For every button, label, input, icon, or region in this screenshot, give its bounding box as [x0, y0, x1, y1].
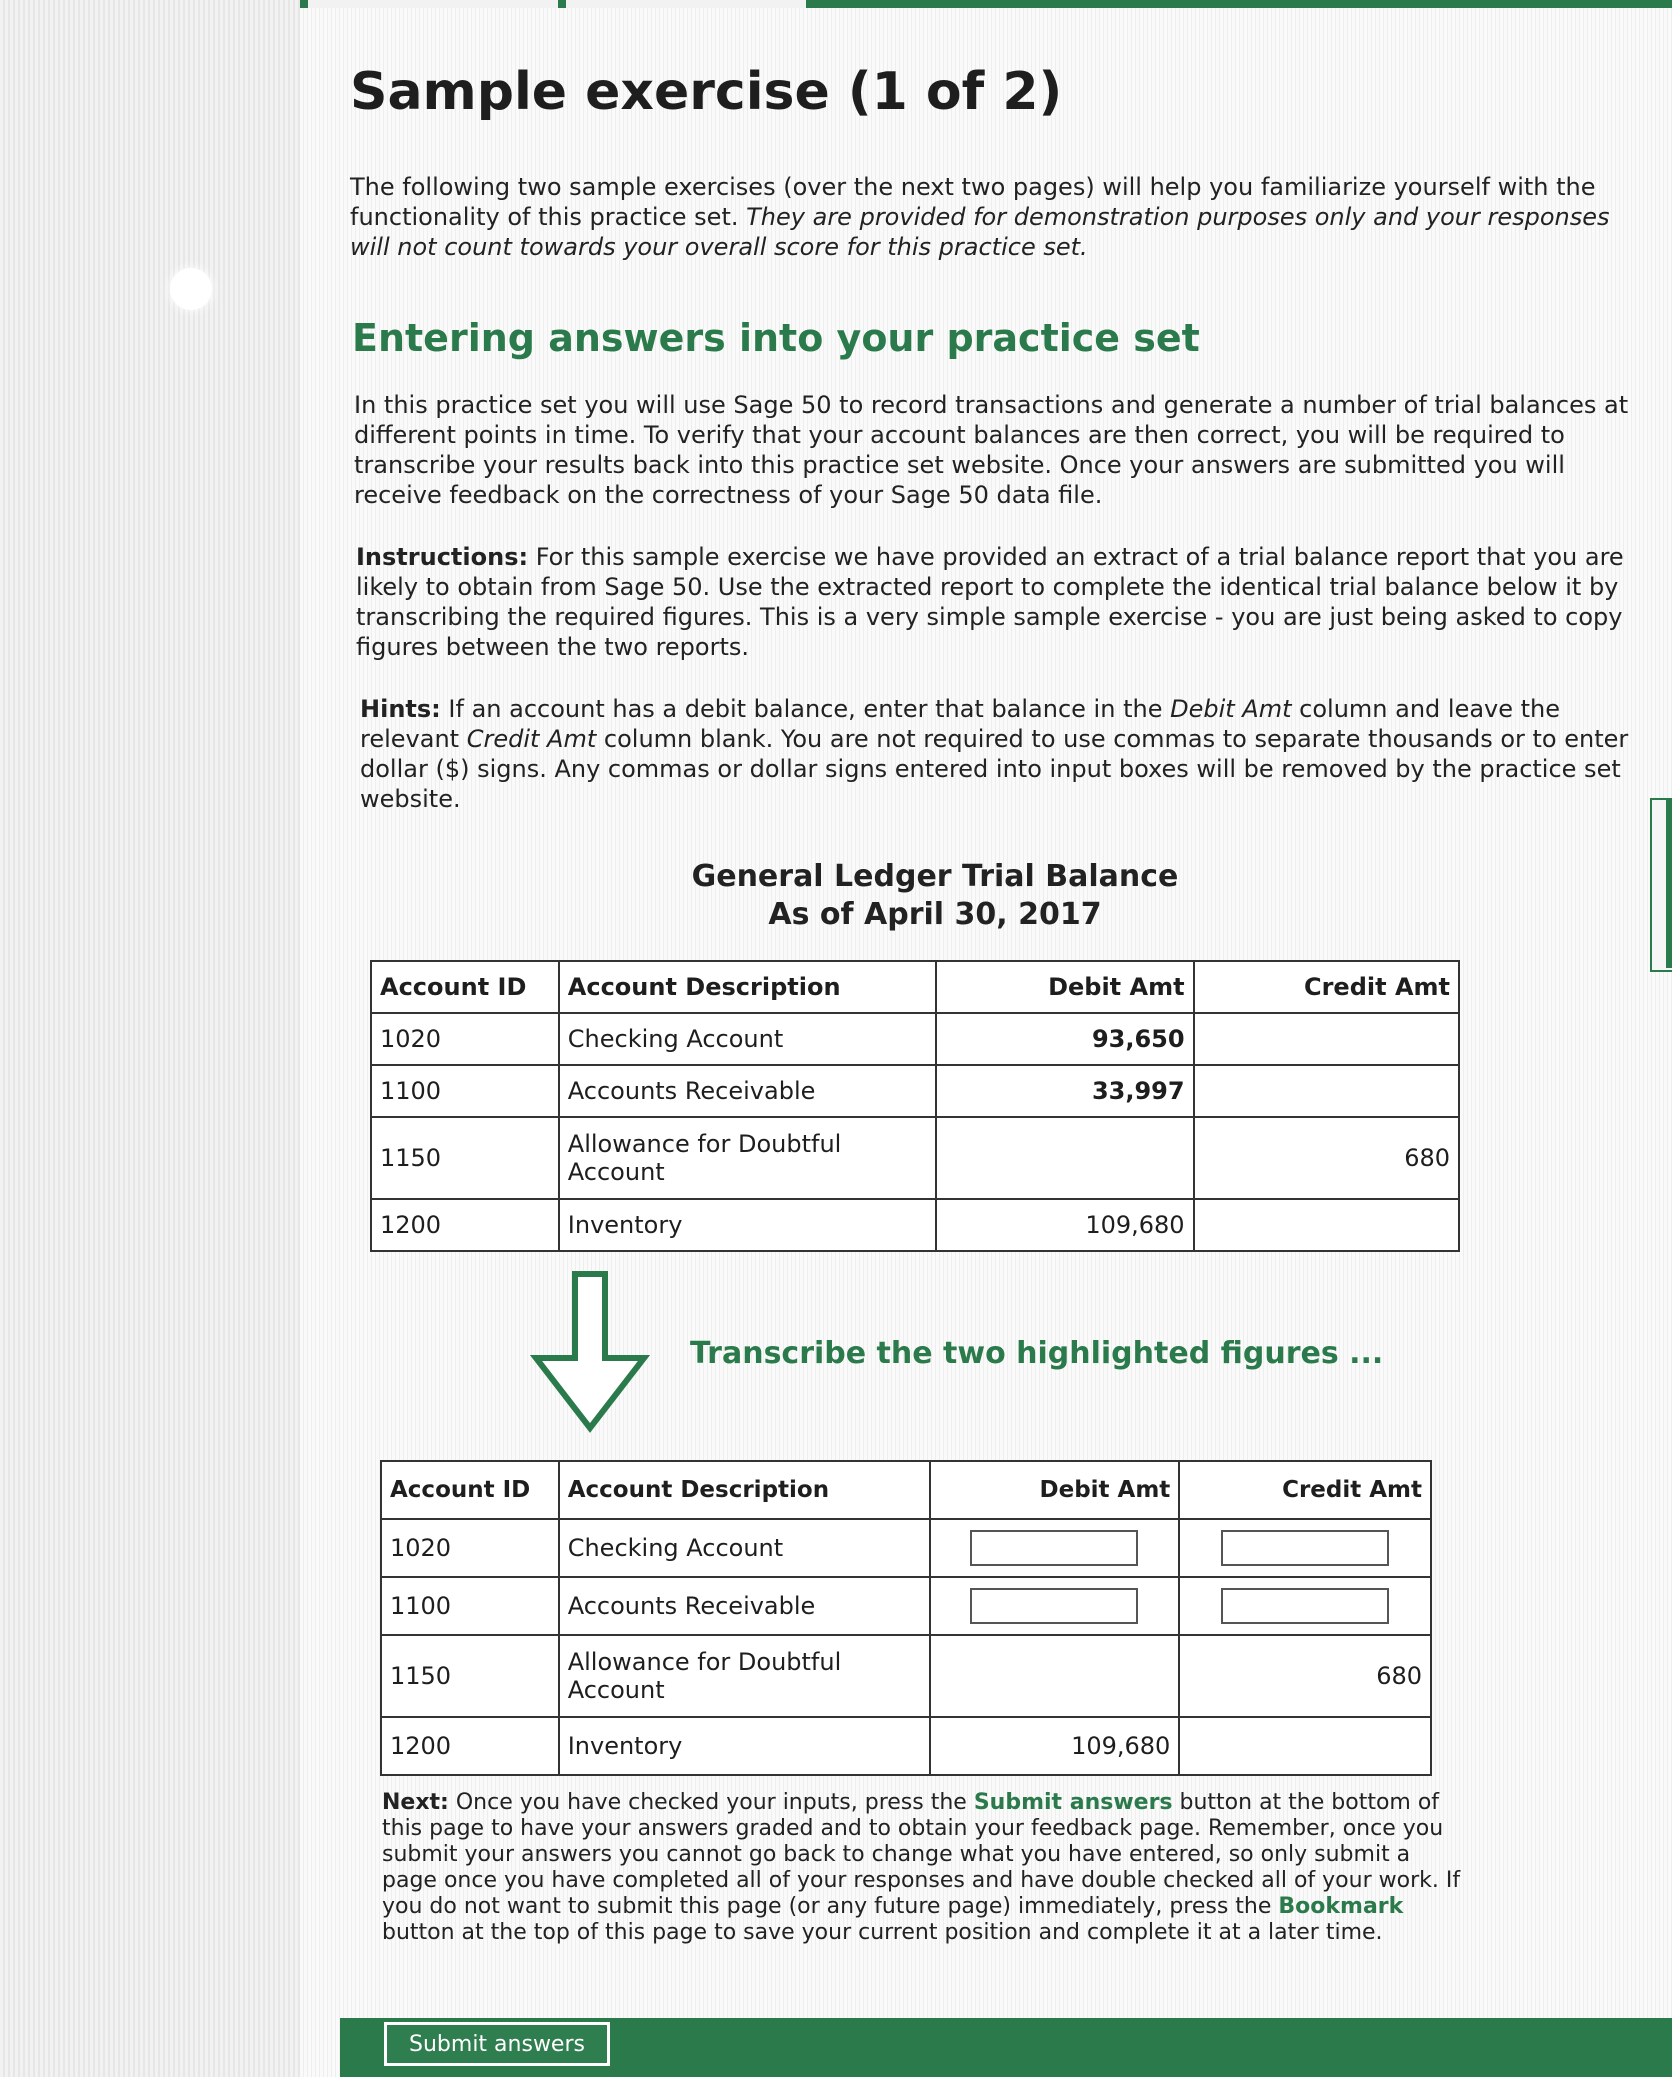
hints-text: If an account has a debit balance, enter that balance in the	[448, 695, 1163, 723]
debit-cell: 109,680	[930, 1717, 1180, 1775]
table-row	[381, 1519, 1431, 1577]
glare-spot	[170, 268, 212, 310]
col-description: Account Description	[559, 961, 936, 1013]
col-debit: Debit Amt	[930, 1461, 1180, 1519]
credit-input-1100[interactable]	[1221, 1588, 1389, 1624]
account-id-cell: 1150	[381, 1635, 559, 1717]
hints-debit-ref: Debit Amt	[1170, 695, 1292, 723]
table-row	[371, 1013, 1459, 1065]
down-arrow-icon	[530, 1270, 650, 1436]
account-id-cell: 1200	[381, 1717, 559, 1775]
description-cell: Checking Account	[559, 1013, 936, 1065]
next-text: button at the top of this page to save your current position and complete it at a later time.	[382, 1920, 1383, 1945]
col-debit: Debit Amt	[936, 961, 1194, 1013]
description-cell: Allowance for Doubtful Account	[559, 1635, 930, 1717]
description-cell: Inventory	[559, 1199, 936, 1251]
account-id-cell: 1020	[381, 1519, 559, 1577]
credit-input-1020[interactable]	[1221, 1530, 1389, 1566]
side-accent-strip	[1666, 798, 1672, 968]
credit-input-cell	[1179, 1519, 1431, 1577]
col-account-id: Account ID	[381, 1461, 559, 1519]
next-paragraph	[382, 1790, 1472, 1946]
debit-cell: 109,680	[936, 1199, 1194, 1251]
intro-paragraph	[350, 172, 1650, 262]
instructions-text: For this sample exercise we have provided an extract of a trial balance report that you are likely to obtain from Sage 50. Use the extracted report to complete the identical trial balance below it by transcribing the required figures. This is a very simple sample exercise - you are just being asked to copy figures between the two reports.	[356, 543, 1624, 661]
account-id-cell: 1200	[371, 1199, 559, 1251]
nav-tab[interactable]	[308, 0, 558, 8]
hints-paragraph	[360, 694, 1630, 814]
next-text: Once you have checked your inputs, press the	[455, 1790, 967, 1815]
table-row	[381, 1717, 1431, 1775]
explanation-paragraph: In this practice set you will use Sage 50 to record transactions and generate a number of trial balances at different points in time. To verify that your account balances are then correct, you will be required to transcribe your results back into this practice set website. Once your answers are submitted you will receive feedback on the correctness of your Sage 50 data file.	[354, 391, 1629, 509]
instructions-label: Instructions:	[356, 543, 529, 571]
next-label: Next:	[382, 1790, 449, 1815]
table-row	[381, 1635, 1431, 1717]
debit-cell: 93,650	[936, 1013, 1194, 1065]
hints-text: column blank. You are not required to use commas to separate thousands or to enter dollar ($) signs. Any commas or dollar signs entered into input boxes will be removed by the practice set website.	[360, 725, 1629, 813]
transcribe-instruction: Transcribe the two highlighted figures ...	[690, 1336, 1384, 1371]
account-id-cell: 1100	[381, 1577, 559, 1635]
intro-text: The following two sample exercises (over the next two pages) will help you familiarize yourself with the functionality of this practice set.	[350, 173, 1596, 231]
debit-cell	[936, 1117, 1194, 1199]
submit-reference: Submit answers	[973, 1790, 1173, 1815]
description-cell: Allowance for Doubtful Account	[559, 1117, 936, 1199]
answer-trial-balance-table	[380, 1460, 1432, 1776]
col-credit: Credit Amt	[1194, 961, 1459, 1013]
submit-answers-button[interactable]: Submit answers	[384, 2022, 610, 2066]
debit-input-cell	[930, 1519, 1180, 1577]
trial-balance-heading	[620, 858, 1250, 934]
credit-cell: 680	[1194, 1117, 1459, 1199]
page-title: Sample exercise (1 of 2)	[350, 62, 1063, 122]
table-row	[371, 1117, 1459, 1199]
credit-cell	[1179, 1717, 1431, 1775]
instructions-paragraph	[356, 542, 1636, 662]
table-row	[371, 1199, 1459, 1251]
section-heading: Entering answers into your practice set	[352, 316, 1200, 360]
hints-label: Hints:	[360, 695, 441, 723]
credit-cell: 680	[1179, 1635, 1431, 1717]
bookmark-reference: Bookmark	[1278, 1894, 1404, 1919]
reference-trial-balance-table	[370, 960, 1460, 1252]
description-cell: Accounts Receivable	[559, 1577, 930, 1635]
description-cell: Inventory	[559, 1717, 930, 1775]
credit-input-cell	[1179, 1577, 1431, 1635]
table-header-row	[381, 1461, 1431, 1519]
top-nav-bar	[300, 0, 1672, 8]
table-row	[371, 1065, 1459, 1117]
col-account-id: Account ID	[371, 961, 559, 1013]
account-id-cell: 1150	[371, 1117, 559, 1199]
debit-input-cell	[930, 1577, 1180, 1635]
intro-italic-text: They are provided for demonstration purposes only and your responses will not count towards your overall score for this practice set.	[350, 203, 1610, 261]
trial-balance-title: General Ledger Trial Balance	[691, 859, 1179, 894]
account-id-cell: 1100	[371, 1065, 559, 1117]
credit-cell	[1194, 1065, 1459, 1117]
trial-balance-date: As of April 30, 2017	[768, 897, 1102, 932]
credit-cell	[1194, 1199, 1459, 1251]
debit-cell: 33,997	[936, 1065, 1194, 1117]
hints-credit-ref: Credit Amt	[466, 725, 597, 753]
nav-tab[interactable]	[566, 0, 806, 8]
description-cell: Checking Account	[559, 1519, 930, 1577]
table-header-row	[371, 961, 1459, 1013]
col-credit: Credit Amt	[1179, 1461, 1431, 1519]
description-cell: Accounts Receivable	[559, 1065, 936, 1117]
credit-cell	[1194, 1013, 1459, 1065]
debit-input-1100[interactable]	[970, 1588, 1138, 1624]
account-id-cell: 1020	[371, 1013, 559, 1065]
debit-cell	[930, 1635, 1180, 1717]
col-description: Account Description	[559, 1461, 930, 1519]
hints-text: column and leave the relevant	[360, 695, 1561, 753]
debit-input-1020[interactable]	[970, 1530, 1138, 1566]
next-text: button at the bottom of this page to have your answers graded and to obtain your feedback page. Remember, once you submit your answers you cannot go back to change what you have entered, so only submit a page once you have completed all of your responses and have double checked all of your work. If you do not want to submit this page (or any future page) immediately, press the	[382, 1790, 1461, 1919]
table-row	[381, 1577, 1431, 1635]
